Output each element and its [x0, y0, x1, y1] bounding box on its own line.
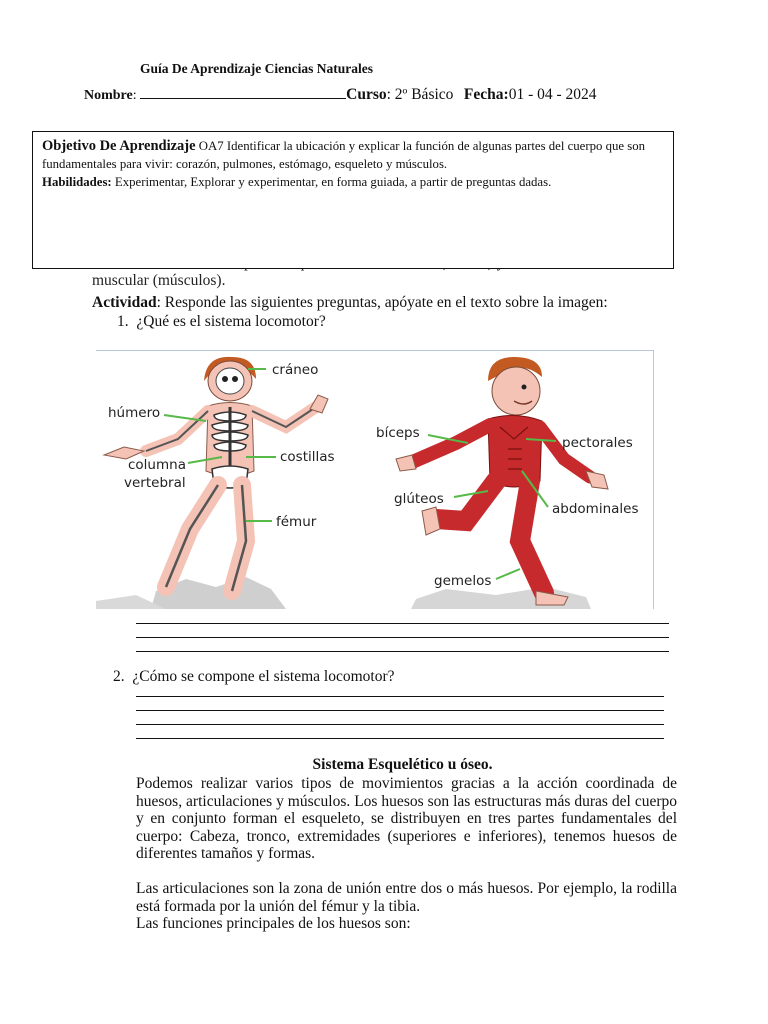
- objective-label: Objetivo De Aprendizaje: [42, 138, 196, 154]
- section-paragraph-2: Las articulaciones son la zona de unión entre dos o más huesos. Por ejemplo, la rodilla está formada por la unión del fémur y la tibia.: [136, 880, 677, 915]
- muscle-head: [492, 367, 540, 415]
- skull-eye-right: [232, 376, 238, 382]
- label-humero: húmero: [108, 405, 161, 421]
- skeleton-figure: [104, 357, 328, 591]
- partial-line-2: muscular (músculos).: [92, 272, 226, 289]
- question-1-text: ¿Qué es el sistema locomotor?: [136, 313, 326, 330]
- answer-line-q2-4[interactable]: [136, 738, 664, 739]
- skeleton-right-hand: [310, 395, 328, 413]
- label-abdominales: abdominales: [552, 501, 639, 517]
- skull: [216, 368, 244, 394]
- activity-text: : Responde las siguientes preguntas, apóyate en el texto sobre la imagen:: [156, 294, 608, 311]
- fecha-value: 01 - 04 - 2024: [508, 86, 597, 103]
- curso-value: : 2º Básico: [386, 86, 454, 103]
- muscle-right-hand: [586, 471, 608, 489]
- label-craneo: cráneo: [272, 362, 319, 378]
- answer-line-q2-1[interactable]: [136, 696, 664, 697]
- objective-text: OA7 Identificar la ubicación y explicar la función de algunas partes del cuerpo que son fundamentales para vivir: corazón, pulmones, estómago, esqueleto y músculos.: [42, 139, 646, 171]
- skills-label: Habilidades:: [42, 175, 112, 189]
- question-1-number: 1.: [117, 313, 129, 330]
- objective-box: [32, 131, 674, 269]
- answer-line-q2-3[interactable]: [136, 724, 664, 725]
- nombre-separator: :: [132, 88, 141, 103]
- label-costillas: costillas: [280, 449, 335, 465]
- locomotor-illustration: [96, 350, 654, 609]
- fecha-label: Fecha:: [463, 86, 509, 103]
- header-fields: [84, 86, 597, 104]
- nombre-blank-line[interactable]: [140, 86, 346, 99]
- nombre-label: Nombre: [84, 88, 133, 103]
- muscle-left-hand: [396, 455, 416, 471]
- skeleton-right-arm: [252, 407, 316, 427]
- label-columna: columna: [128, 457, 186, 473]
- label-gluteos: glúteos: [394, 491, 444, 507]
- section-paragraph-3: Las funciones principales de los huesos son:: [136, 915, 411, 932]
- muscle-eye: [522, 385, 527, 390]
- label-pectorales: pectorales: [562, 435, 633, 451]
- skull-eye-left: [222, 376, 228, 382]
- locomotor-svg: [96, 351, 653, 609]
- muscle-left-arm: [410, 425, 490, 463]
- answer-line-q1-1[interactable]: [136, 623, 669, 624]
- question-2-number: 2.: [113, 668, 125, 685]
- answer-line-q2-2[interactable]: [136, 710, 664, 711]
- question-2: [113, 668, 395, 686]
- section-title: Sistema Esquelético u óseo.: [312, 756, 493, 773]
- muscle-figure: [396, 357, 608, 605]
- skills-text: Experimentar, Explorar y experimentar, en forma guiada, a partir de preguntas dadas.: [111, 175, 552, 189]
- label-femur: fémur: [276, 514, 317, 530]
- worksheet-title: Guía De Aprendizaje Ciencias Naturales: [140, 61, 373, 76]
- muscle-back-leg: [436, 481, 496, 521]
- activity-label: Actividad: [92, 294, 157, 311]
- curso-label: Curso: [346, 86, 387, 103]
- question-2-text: ¿Cómo se compone el sistema locomotor?: [132, 668, 395, 685]
- label-biceps: bíceps: [376, 425, 420, 441]
- answer-line-q1-2[interactable]: [136, 637, 669, 638]
- section-paragraph-1: Podemos realizar varios tipos de movimientos gracias a la acción coordinada de huesos, articulaciones y músculos. Los huesos son las estructuras más duras del cuerpo y en conjunto forman el esqueleto, se distribuyen en tres partes fundamentales del cuerpo: Cabeza, tronco, extremidades (superiores e inferiores), tenemos huesos de diferentes tamaños y formas.: [136, 775, 677, 863]
- activity-instruction: [92, 294, 608, 312]
- label-vertebral: vertebral: [124, 475, 186, 491]
- skeleton-left-leg: [166, 485, 218, 587]
- answer-line-q1-3[interactable]: [136, 651, 669, 652]
- question-1: [117, 313, 326, 331]
- label-gemelos: gemelos: [434, 573, 492, 589]
